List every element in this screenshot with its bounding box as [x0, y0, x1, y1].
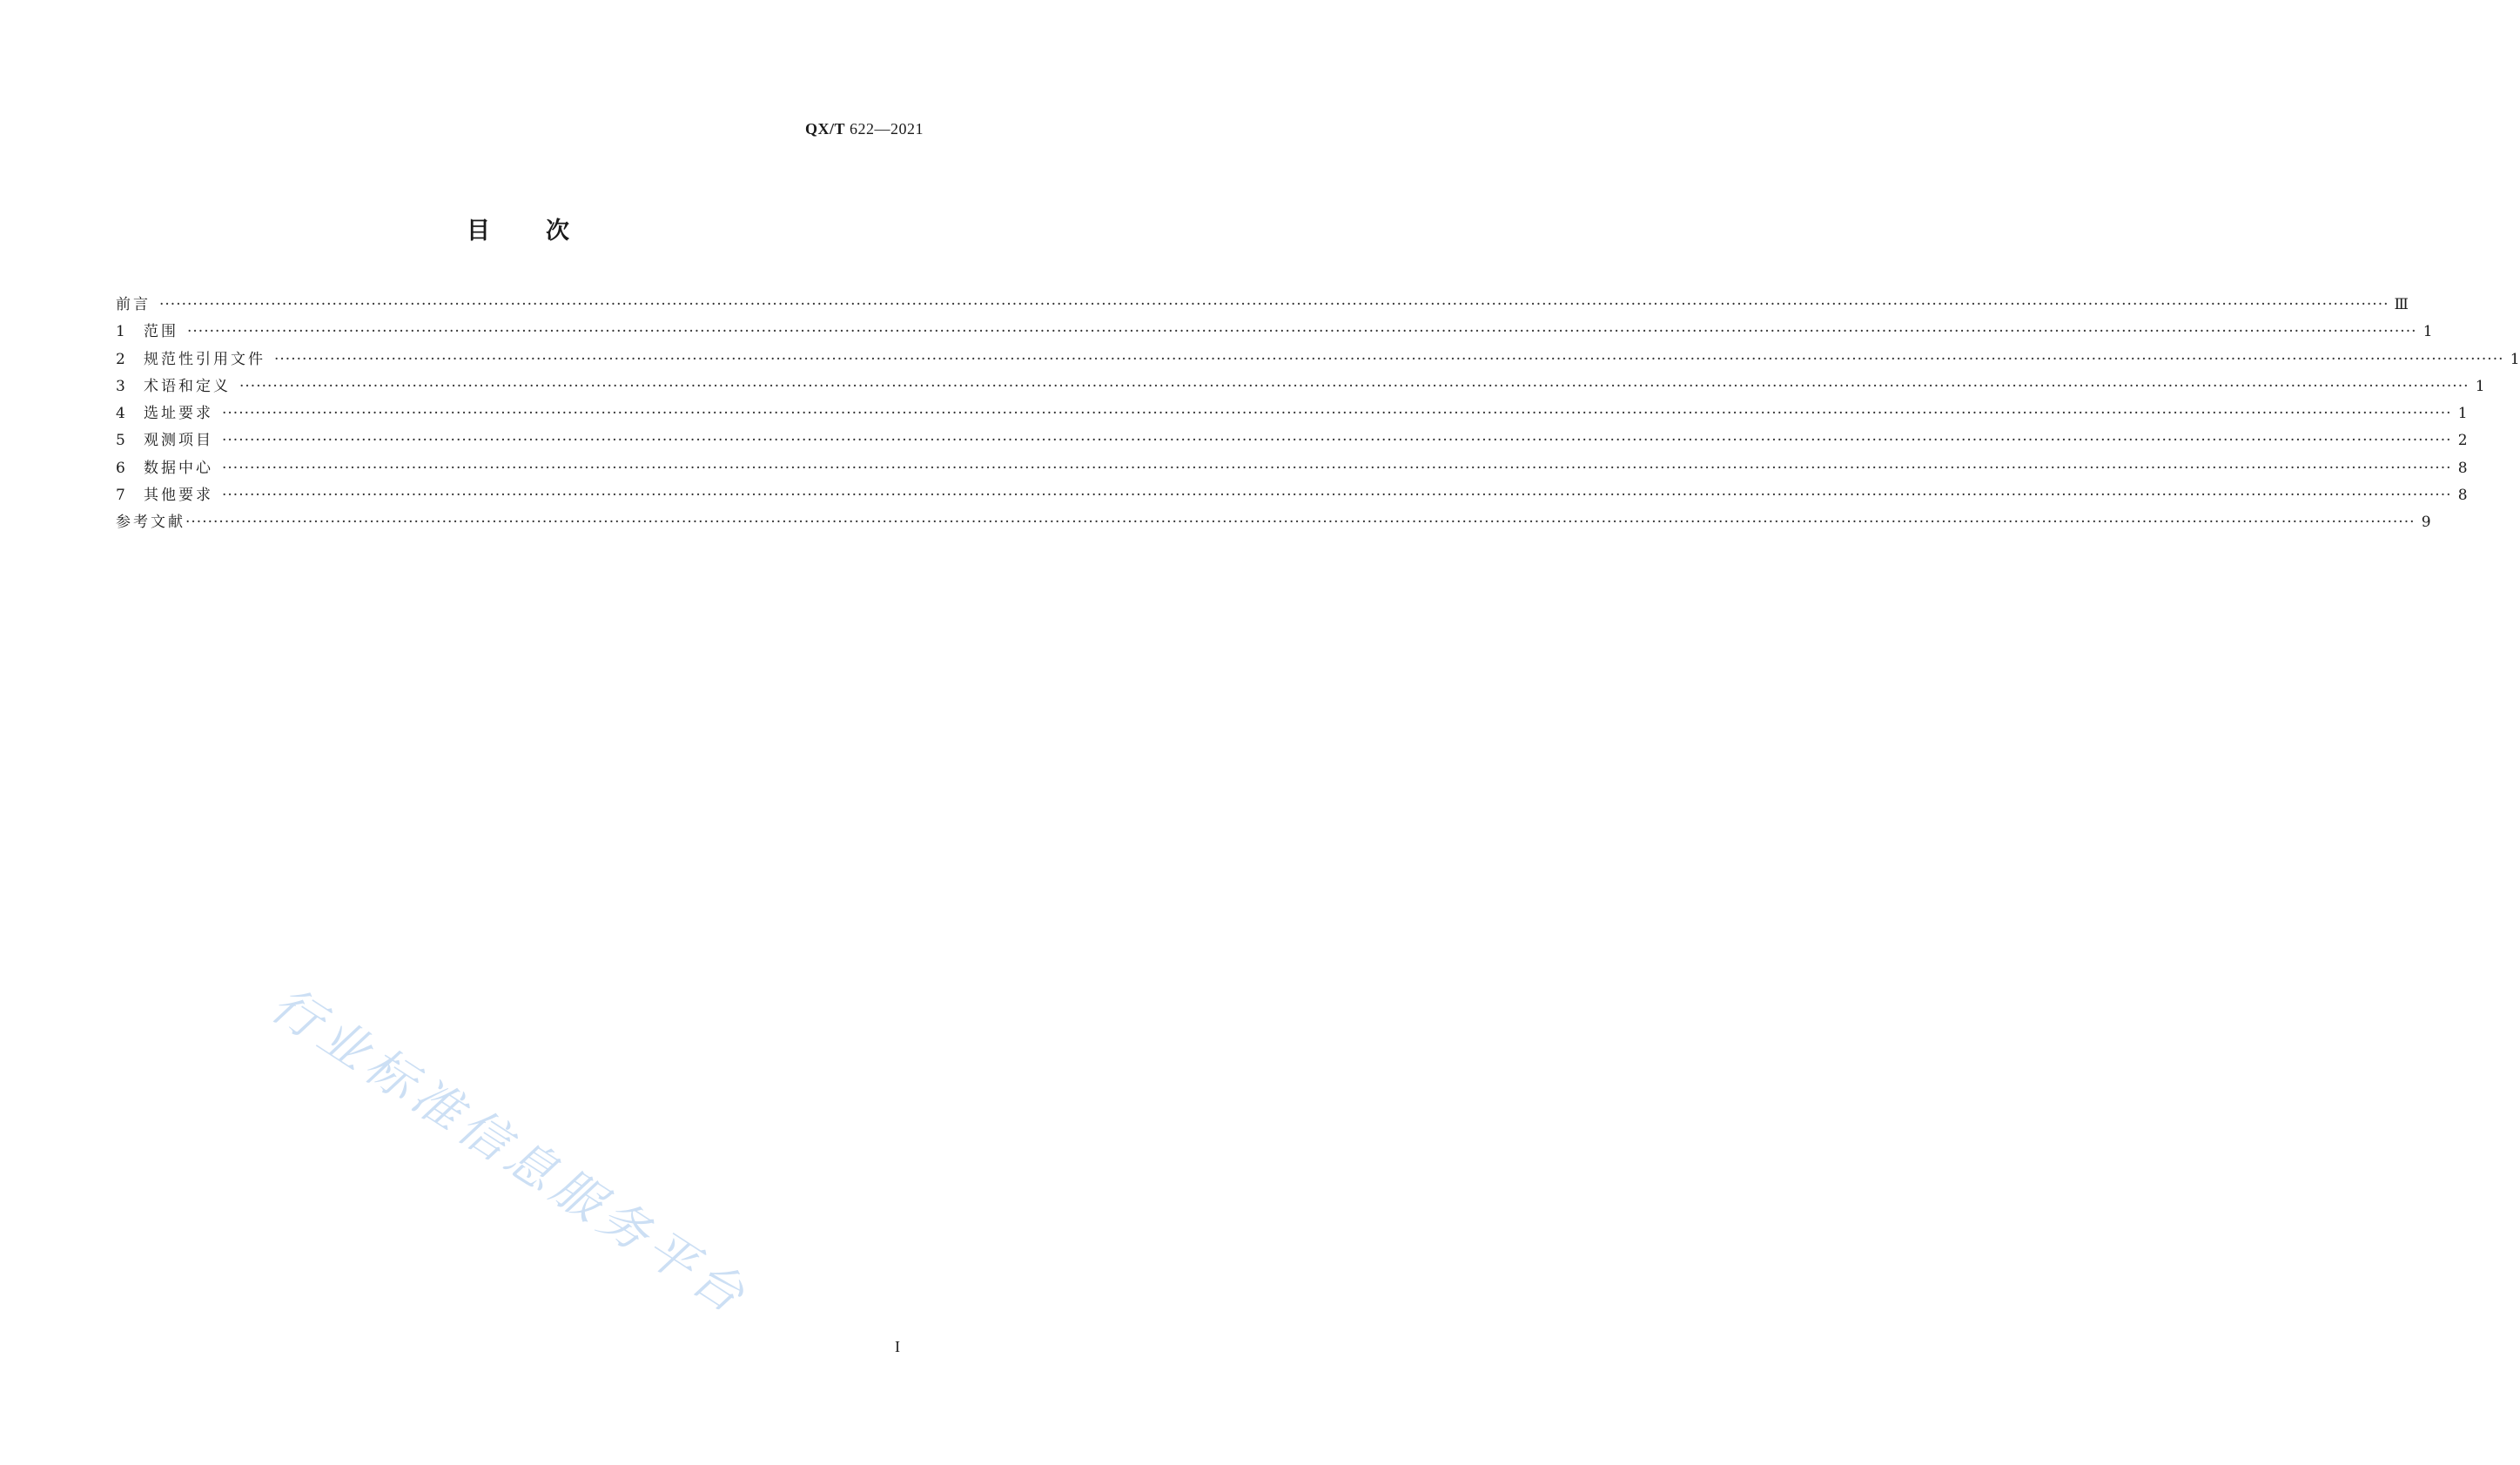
- toc-entry-label: 范围: [144, 323, 178, 341]
- toc-entry-label: 选址要求: [144, 405, 213, 423]
- toc-entry-label: 参考文献: [116, 514, 185, 532]
- watermark: 行业标准信息服务平台: [260, 976, 759, 1327]
- toc-entry-4[interactable]: [116, 400, 2468, 427]
- toc-entry-label: 观测项目: [144, 432, 213, 450]
- toc-dot-leader: ················································································································································································································································································································································································································: [187, 323, 2417, 341]
- toc-entry-5[interactable]: [116, 427, 2468, 454]
- toc-entry-label: 规范性引用文件: [144, 350, 265, 368]
- toc-entry-page: 8: [2457, 487, 2468, 505]
- toc-dot-leader: ················································································································································································································································································································································································································: [239, 377, 2470, 395]
- toc-entry-number: 5: [116, 432, 125, 450]
- toc-entry-foreword[interactable]: [116, 292, 2409, 319]
- toc-dot-leader: ················································································································································································································································································································································································································: [222, 432, 2452, 450]
- toc-entry-references[interactable]: [116, 509, 2431, 536]
- table-of-contents: [116, 292, 2520, 537]
- toc-entry-page: 1: [2423, 323, 2433, 341]
- page-title: 目次: [467, 218, 625, 245]
- toc-dot-leader: ················································································································································································································································································································································································································: [159, 296, 2389, 313]
- toc-entry-page: 2: [2457, 432, 2468, 450]
- toc-entry-label: 其他要求: [144, 487, 213, 505]
- toc-entry-page: 8: [2457, 459, 2468, 477]
- toc-entry-label: 术语和定义: [144, 377, 231, 395]
- toc-entry-2[interactable]: [116, 346, 2520, 373]
- toc-entry-6[interactable]: [116, 455, 2468, 482]
- toc-dot-leader: ················································································································································································································································································································································································································: [222, 405, 2452, 423]
- toc-entry-label: 数据中心: [144, 459, 213, 477]
- toc-entry-page: 1: [2510, 350, 2520, 368]
- toc-entry-number: 2: [116, 350, 125, 368]
- toc-entry-page: 1: [2475, 377, 2485, 395]
- toc-dot-leader: ················································································································································································································································································································································································································: [274, 350, 2504, 368]
- toc-entry-number: 1: [116, 323, 125, 341]
- toc-entry-3[interactable]: [116, 373, 2485, 400]
- toc-dot-leader: ················································································································································································································································································································································································································: [222, 459, 2452, 477]
- toc-entry-page: 9: [2421, 514, 2431, 532]
- toc-entry-page: 1: [2457, 405, 2468, 423]
- page-number: I: [895, 1338, 900, 1355]
- toc-entry-label: 前言: [116, 296, 151, 313]
- toc-entry-number: 7: [116, 487, 125, 505]
- standard-code: [805, 120, 924, 138]
- toc-entry-number: 6: [116, 459, 125, 477]
- toc-dot-leader: ················································································································································································································································································································································································································: [185, 514, 2416, 532]
- toc-entry-number: 3: [116, 377, 125, 395]
- standard-code-number: 622—2021: [850, 120, 924, 138]
- toc-dot-leader: ················································································································································································································································································································································································································: [222, 487, 2452, 505]
- standard-code-prefix: QX/T: [804, 120, 845, 138]
- toc-entry-number: 4: [116, 405, 125, 423]
- toc-entry-1[interactable]: [116, 319, 2433, 346]
- toc-entry-7[interactable]: [116, 482, 2468, 509]
- toc-entry-page: Ⅲ: [2394, 296, 2409, 313]
